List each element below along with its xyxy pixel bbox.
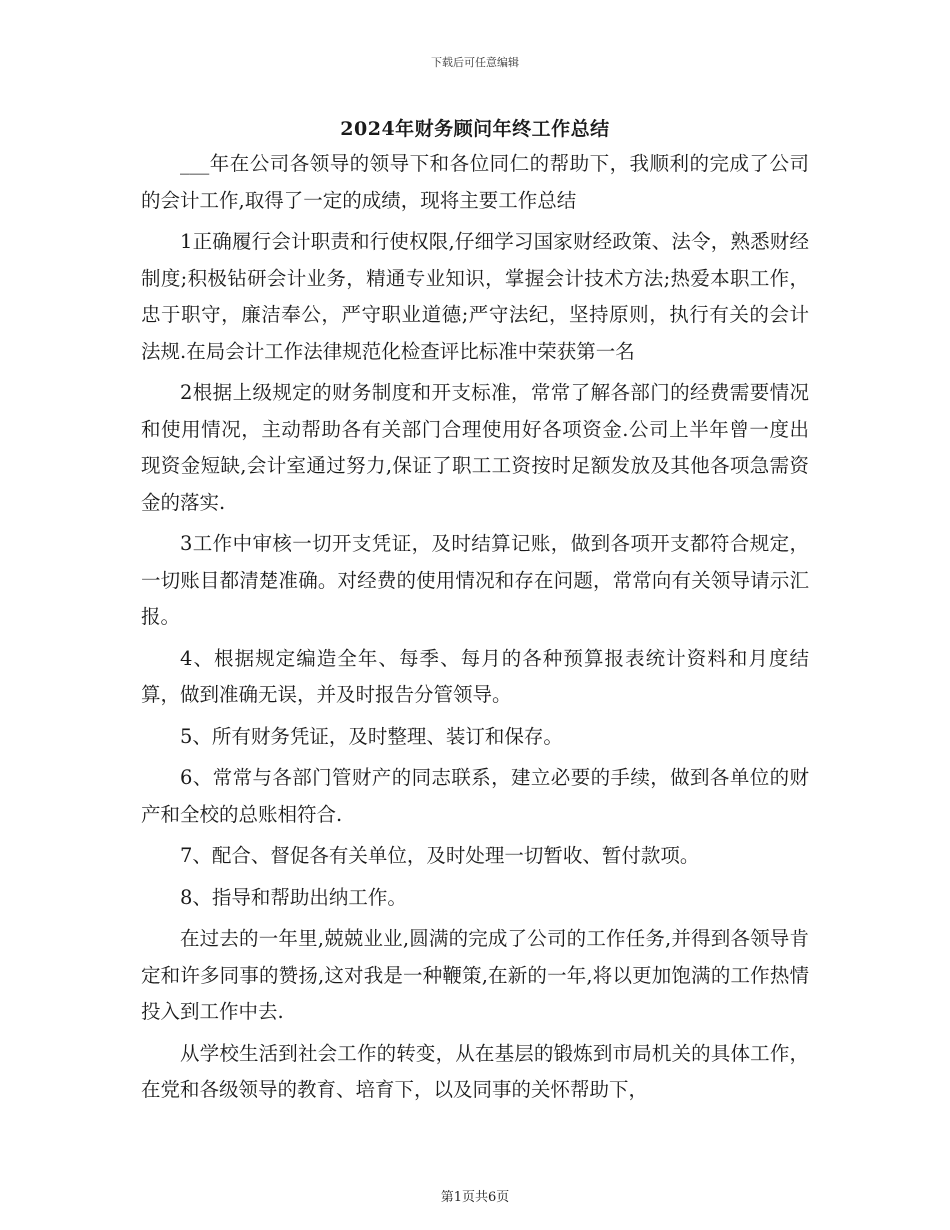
paragraph-reflection: 从学校生活到社会工作的转变，从在基层的锻炼到市局机关的具体工作，在党和各级领导的教育、培育下，以及同事的关怀帮助下， — [141, 1041, 809, 1101]
page-number: 第1页共6页 — [440, 1190, 510, 1205]
paragraph-item-5: 5、所有财务凭证，及时整理、装订和保存。 — [180, 724, 563, 748]
paragraph-item-6: 6、常常与各部门管财产的同志联系，建立必要的手续，做到各单位的财产和全校的总账相符合. — [141, 766, 809, 826]
paragraph-item-1: 1正确履行会计职责和行使权限,仔细学习国家财经政策、法令，熟悉财经制度;积极钻研会计业务，精通专业知识，掌握会计技术方法;热爱本职工作，忠于职守，廉洁奉公，严守职业道德;严守法纪，坚持原则，执行有关的会计法规.在局会计工作法律规范化检查评比标准中荣获第一名 — [141, 230, 809, 363]
paragraph-item-3: 3工作中审核一切开支凭证，及时结算记账，做到各项开支都符合规定，一切账目都清楚准确。对经费的使用情况和存在问题，常常向有关领导请示汇报。 — [141, 532, 809, 628]
paragraph-intro: ___年在公司各领导的领导下和各位同仁的帮助下，我顺利的完成了公司的会计工作,取得了一定的成绩，现将主要工作总结 — [141, 152, 809, 212]
paragraph-item-4: 4、根据规定编造全年、每季、每月的各种预算报表统计资料和月度结算，做到准确无误，并及时报告分管领导。 — [141, 646, 809, 706]
document-body — [141, 146, 809, 1114]
paragraph-summary: 在过去的一年里,兢兢业业,圆满的完成了公司的工作任务,并得到各领导肯定和许多同事的赞扬,这对我是一种鞭策,在新的一年,将以更加饱满的工作热情投入到工作中去. — [141, 927, 809, 1023]
page-header-note: 下载后可任意编辑 — [431, 56, 519, 69]
paragraph-item-8: 8、指导和帮助出纳工作。 — [180, 885, 407, 909]
paragraph-item-2: 2根据上级规定的财务制度和开支标准，常常了解各部门的经费需要情况和使用情况，主动帮助各有关部门合理使用好各项资金.公司上半年曾一度出现资金短缺,会计室通过努力,保证了职工工资按时足额发放及其他各项急需资金的落实. — [141, 381, 809, 514]
paragraph-item-7: 7、配合、督促各有关单位，及时处理一切暂收、暂付款项。 — [180, 844, 700, 867]
document-title: 2024年财务顾问年终工作总结 — [340, 118, 610, 140]
